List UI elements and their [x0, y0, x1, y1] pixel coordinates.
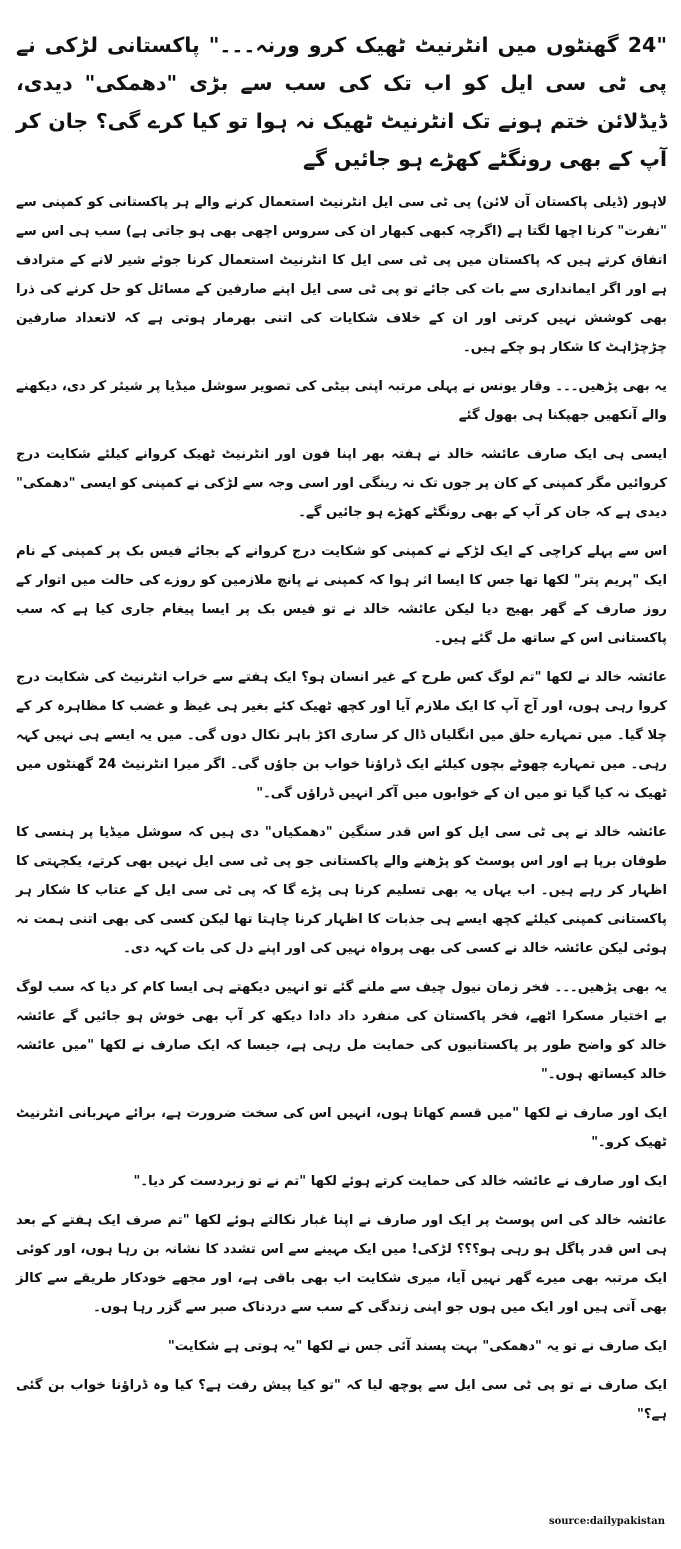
article-paragraph: لاہور (ڈیلی پاکستان آن لائن) پی ٹی سی ایل انٹرنیٹ استعمال کرنے والے ہر پاکستانی کو کمپنی سے "نفرت" کرنا اچھا لگتا ہے (اگرچہ کبھی کبھار ان کی سروس اچھی بھی ہو جاتی ہے) سب ہی اس سے اتفاق کرتے ہیں کہ پاکستان میں پی ٹی سی ایل کا انٹرنیٹ استعمال کرنا جوئے شیر لانے کے مترادف ہے اور اگر ایمانداری سے بات کی جائے تو پی ٹی سی ایل اپنے صارفین کے مسائل کو حل کرنے کی ذرا بھی کوشش نہیں کرتی اور ان کے خلاف شکایات کی اتنی بھرمار ہوتی ہے کہ لاتعداد صارفین چڑچڑاہٹ کا شکار ہو چکے ہیں۔: [16, 195, 667, 355]
article-paragraph: ایک اور صارف نے لکھا "میں قسم کھاتا ہوں، انہیں اس کی سخت ضرورت ہے، برائے مہربانی انٹرنیٹ ٹھیک کرو۔": [16, 1106, 667, 1150]
article-paragraph: عائشہ خالد کی اس پوسٹ پر ایک اور صارف نے اپنا غبار نکالتے ہوئے لکھا "تم صرف ایک ہفتے کے بعد ہی اس قدر پاگل ہو رہی ہو؟؟؟ لڑکی! میں ایک مہینے سے اس تشدد کا نشانہ بن رہا ہوں، اور کوئی ایک مرتبہ بھی میرے گھر نہیں آیا، میری شکایت اب بھی باقی ہے، اور مجھے خودکار طریقے سے کالز بھی آتی ہیں اور ایک میں ہوں جو اپنی زندگی کے سب سے دردناک صبر سے گزر رہا ہوں۔: [16, 1213, 667, 1315]
read-also-link[interactable]: یہ بھی پڑھیں۔۔۔ فخر زمان نیول چیف سے ملنے گئے تو انہیں دیکھتے ہی ایسا کام کر دیا کہ سب لوگ بے اختیار مسکرا اٹھے، فخر پاکستان کی منفرد داد دادا دیکھ کر آپ بھی خوش ہو جائیں گے عائشہ خالد کو واضح طور پر پاکستانیوں کی حمایت مل رہی ہے، جیسا کہ ایک صارف نے لکھا "میں عائشہ خالد کیساتھ ہوں۔": [16, 980, 667, 1082]
source-credit: source:dailypakistan: [548, 1516, 665, 1527]
article-headline: "24 گھنٹوں میں انٹرنیٹ ٹھیک کرو ورنہ۔۔۔" پاکستانی لڑکی نے پی ٹی سی ایل کو اب تک کی سب سے بڑی "دھمکی" دیدی، ڈیڈلائن ختم ہونے تک انٹرنیٹ ٹھیک نہ ہوا تو کیا کرے گی؟ جان کر آپ کے بھی رونگٹے کھڑے ہو جائیں گے: [16, 33, 667, 171]
article-paragraph: عائشہ خالد نے لکھا "تم لوگ کس طرح کے غیر انسان ہو؟ ایک ہفتے سے خراب انٹرنیٹ کی شکایت درج کروا رہی ہوں، اور آج آپ کا ایک ملازم آیا اور کچھ ٹھیک کئے بغیر ہی غیظ و غضب کا مظاہرہ کر کے چلا گیا۔ میں تمہارے حلق میں انگلیاں ڈال کر ساری اکڑ باہر نکال دوں گی۔ میں یہ ایسے ہی نہیں کہہ رہی۔ میں تمہارے چھوٹے بچوں کیلئے ایک ڈراؤنا خواب بن جاؤں گی۔ اگر میرا انٹرنیٹ 24 گھنٹوں میں ٹھیک نہ کیا گیا تو میں ان کے خوابوں میں آکر انہیں ڈراؤں گی۔": [16, 670, 668, 801]
article-paragraph: اس سے پہلے کراچی کے ایک لڑکے نے کمپنی کو شکایت درج کروانے کے بجائے فیس بک پر کمپنی کے نام ایک "پریم پتر" لکھا تھا جس کا ایسا اثر ہوا کہ کمپنی نے پانچ ملازمین کو روزے کی حالت میں اتوار کے روز صارف کے گھر بھیج دیا لیکن عائشہ خالد نے تو فیس بک پر ایسا پیغام جاری کیا ہے کہ سب پاکستانی اس کے ساتھ مل گئے ہیں۔: [16, 544, 667, 646]
article-paragraph: ایک اور صارف نے عائشہ خالد کی حمایت کرتے ہوئے لکھا "تم نے تو زبردست کر دیا۔": [133, 1174, 667, 1189]
read-also-link[interactable]: یہ بھی پڑھیں۔۔۔ وقار یونس نے پہلی مرتبہ اپنی بیٹی کی تصویر سوشل میڈیا پر شیئر کر دی، دیکھنے والے آنکھیں جھپکنا ہی بھول گئے: [16, 379, 667, 423]
article-paragraph: عائشہ خالد نے پی ٹی سی ایل کو اس قدر سنگین "دھمکیاں" دی ہیں کہ سوشل میڈیا پر ہنسی کا طوفان برپا ہے اور اس پوسٹ کو پڑھنے والے پاکستانی جو پی ٹی سی ایل نہیں بھی کرتے، یکجہتی کا اظہار کر رہے ہیں۔ اب یہاں یہ بھی تسلیم کرنا ہی پڑے گا کہ پی ٹی سی ایل کے عتاب کا شکار ہر پاکستانی کمپنی کیلئے کچھ ایسے ہی جذبات کا اظہار کرنا چاہتا تھا لیکن کسی کی بھی اتنی ہمت نہ ہوئی لیکن عائشہ خالد نے کسی کی بھی پرواہ نہیں کی اور اپنے دل کی بات کہہ دی۔: [16, 825, 667, 956]
article-paragraph: ایسی ہی ایک صارف عائشہ خالد نے ہفتہ بھر اپنا فون اور انٹرنیٹ ٹھیک کروانے کیلئے شکایت درج کروائیں مگر کمپنی کے کان پر جوں تک نہ رینگی اور اسی وجہ سے لڑکی نے کمپنی کو ایسی "دھمکی" دیدی ہے کہ جان کر آپ کے بھی رونگٹے کھڑے ہو جائیں گے۔: [16, 447, 667, 520]
article-paragraph: ایک صارف نے تو یہ "دھمکی" بہت پسند آئی جس نے لکھا "یہ ہوتی ہے شکایت": [167, 1339, 667, 1354]
article-paragraph: ایک صارف نے تو پی ٹی سی ایل سے پوچھ لیا کہ "تو کیا پیش رفت ہے؟ کیا وہ ڈراؤنا خواب بن گئی ہے؟": [16, 1378, 667, 1422]
